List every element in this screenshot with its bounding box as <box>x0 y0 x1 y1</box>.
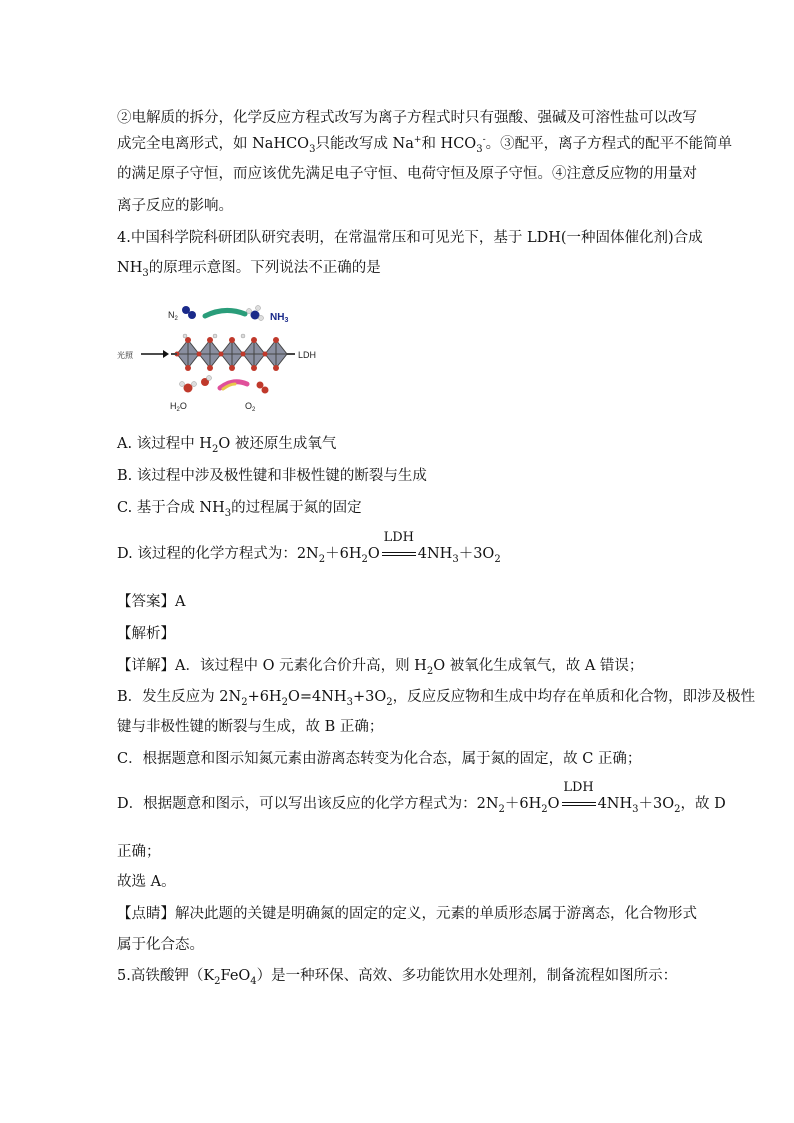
detail-a: 【详解】A．该过程中 O 元素化合价升高，则 $H_2O$ 被氧化生成氧气，故 A 错误； <box>117 658 644 677</box>
light-label: 光照 <box>117 351 133 360</box>
detail-d-cont: 正确； <box>117 844 161 860</box>
nh3-atom-icon <box>251 311 260 320</box>
text-line: 离子反应的影响。 <box>117 198 233 214</box>
detail-d: D．根据题意和图示，可以写出该反应的化学方程式为：$2N_2+6H_2O$ LDH $4NH_3+3O_2$，故 D <box>117 780 726 815</box>
text-line: 的满足原子守恒，而应该优先满足电子守恒、电荷守恒及原子守恒。④注意反应物的用量对 <box>117 166 697 182</box>
question-4-stem: $NH_3$的原理示意图。下列说法不正确的是 <box>117 260 381 279</box>
h2o-label: $H_2O$ <box>170 401 187 413</box>
detail-select: 故选 A。 <box>117 874 176 890</box>
n2-label: $N_2$ <box>168 310 178 322</box>
tip-line: 属于化合态。 <box>117 937 204 953</box>
detail-b: B．发生反应为 $2N_2+6H_2O=4NH_3+3O_2$，反应反应物和生成中均存在单质和化合物，即涉及极性 <box>117 689 756 708</box>
option-a: A. 该过程中 $H_2O$ 被还原生成氧气 <box>117 436 337 455</box>
detail-b-cont: 键与非极性键的断裂与生成，故 B 正确； <box>117 719 384 735</box>
nh3-label: $NH_3$ <box>270 312 289 324</box>
ldh-label: LDH <box>298 350 317 360</box>
answer-line: 【答案】A <box>117 594 186 610</box>
o2-atom-icon <box>257 382 264 389</box>
arrow-green-icon <box>205 310 245 316</box>
question-5-stem: 5.高铁酸钾$(K_2FeO_4)$是一种环保、高效、多功能饮用水处理剂，制备流程如图所示： <box>117 968 678 987</box>
question-4-stem: 4.中国科学院科研团队研究表明，在常温常压和可见光下，基于 LDH(一种固体催化剂)合成 <box>117 230 703 246</box>
ldh-lattice-icon <box>171 334 295 371</box>
n2-atom-icon <box>188 311 196 319</box>
detail-c: C．根据题意和图示知氮元素由游离态转变为化合态，属于氮的固定，故 C 正确； <box>117 751 642 767</box>
h2o-atom-icon <box>184 384 193 393</box>
tip-line: 【点睛】解决此题的关键是明确氮的固定的定义，元素的单质形态属于游离态，化合物形式 <box>117 906 697 922</box>
o2-label: $O_2$ <box>245 401 256 413</box>
text-line: ②电解质的拆分，化学反应方程式改写为离子方程式时只有强酸、强碱及可溶性盐可以改写 <box>117 110 697 126</box>
option-d: D. 该过程的化学方程式为：$2N_2+6H_2O$ LDH $4NH_3+3O_2$ <box>117 530 501 565</box>
option-c: C. 基于合成 $NH_3$的过程属于氮的固定 <box>117 500 362 519</box>
text-line: 成完全电离形式，如 NaHCO$_3$只能改写成 Na+和 $HCO_3^-$。③配平，离子方程式的配平不能简单 <box>117 135 733 155</box>
analysis-tag: 【解析】 <box>117 626 175 642</box>
ldh-diagram <box>115 296 325 414</box>
option-b: B. 该过程中涉及极性键和非极性键的断裂与生成 <box>117 468 427 484</box>
